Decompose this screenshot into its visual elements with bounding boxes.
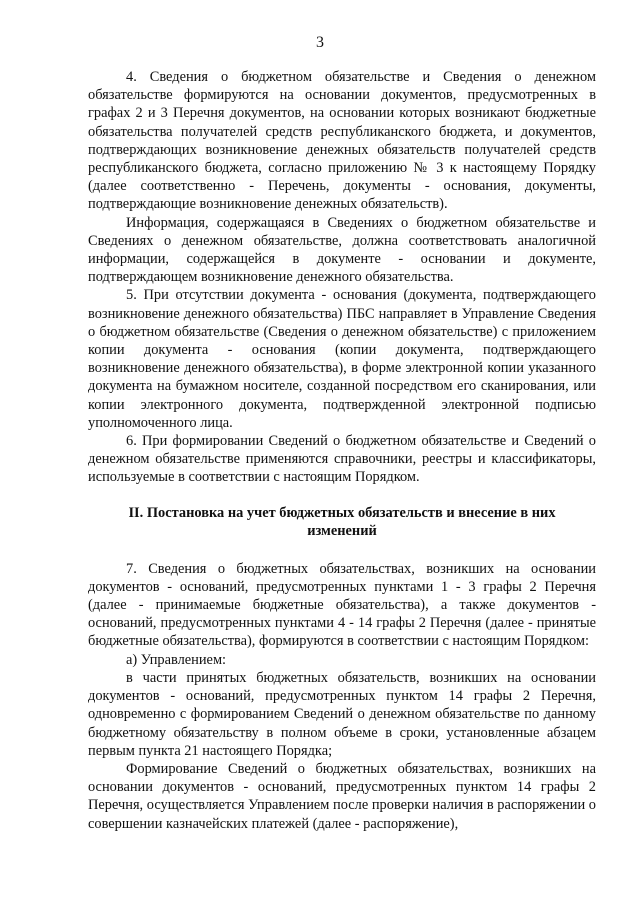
paragraph-item-4: 4. Сведения о бюджетном обязательстве и Сведения о денежном обязательстве формируются на основании документов, предусмотренных в графах 2 и 3 Перечня документов, на основании которых возникают бюджетные обязательства получателей средств республиканского бюджета, и документов, подтверждающих возникновение денежных обязательств получателей средств республиканского бюджета, согласно приложению № 3 к настоящему Порядку (далее соответственно - Перечень, документы - основания, документы, подтверждающие возникновение денежных обязательств).: [88, 69, 596, 213]
paragraph-item-5: 5. При отсутствии документа - основания (документа, подтверждающего возникновение денежного обязательства) ПБС направляет в Управление Сведения о бюджетном обязательстве (Сведения о денежном обязательстве) с приложением копии документа - основания (копии документа, подтверждающего возникновение денежного обязательства), в форме электронной копии указанного документа на бумажном носителе, созданной посредством его сканирования, или копии электронного документа, подтвержденной электронной подписью уполномоченного лица.: [88, 287, 596, 431]
page-number: 3: [316, 34, 324, 51]
paragraph-item-7: 7. Сведения о бюджетных обязательствах, возникших на основании документов - оснований, предусмотренных пунктами 1 - 3 графы 2 Перечня (далее - принимаемые бюджетные обязательства), а также документов - оснований, предусмотренных пунктами 4 - 14 графы 2 Перечня (далее - принятые бюджетные обязательства), формируются в соответствии с настоящим Порядком:: [88, 560, 596, 650]
paragraph-subitem-a: а) Управлением:: [126, 651, 227, 668]
paragraph-formation: Формирование Сведений о бюджетных обязательствах, возникших на основании документов - оснований, предусмотренных пунктом 14 графы 2 Перечня, осуществляется Управлением после проверки наличия в распоряжении о совершении казначейских платежей (далее - распоряжение),: [88, 760, 596, 832]
section-heading: II. Постановка на учет бюджетных обязательств и внесение в них изменений: [128, 504, 556, 540]
paragraph-information: Информация, содержащаяся в Сведениях о бюджетном обязательстве и Сведениях о денежном обязательстве, должна соответствовать аналогичной информации, содержащейся в документе - основании и документе, подтверждающем возникновение денежного обязательства.: [88, 214, 596, 286]
paragraph-accepted-obligations: в части принятых бюджетных обязательств, возникших на основании документов - оснований, предусмотренных пунктом 14 графы 2 Перечня, одновременно с формированием Сведений о денежном обязательстве по данному бюджетному обязательству в полном объеме в сроки, установленные абзацем первым пункта 21 настоящего Порядка;: [88, 669, 596, 759]
paragraph-item-6: 6. При формировании Сведений о бюджетном обязательстве и Сведений о денежном обязательстве применяются справочники, реестры и классификаторы, используемые в соответствии с настоящим Порядком.: [88, 433, 596, 486]
document-body: [88, 68, 596, 833]
